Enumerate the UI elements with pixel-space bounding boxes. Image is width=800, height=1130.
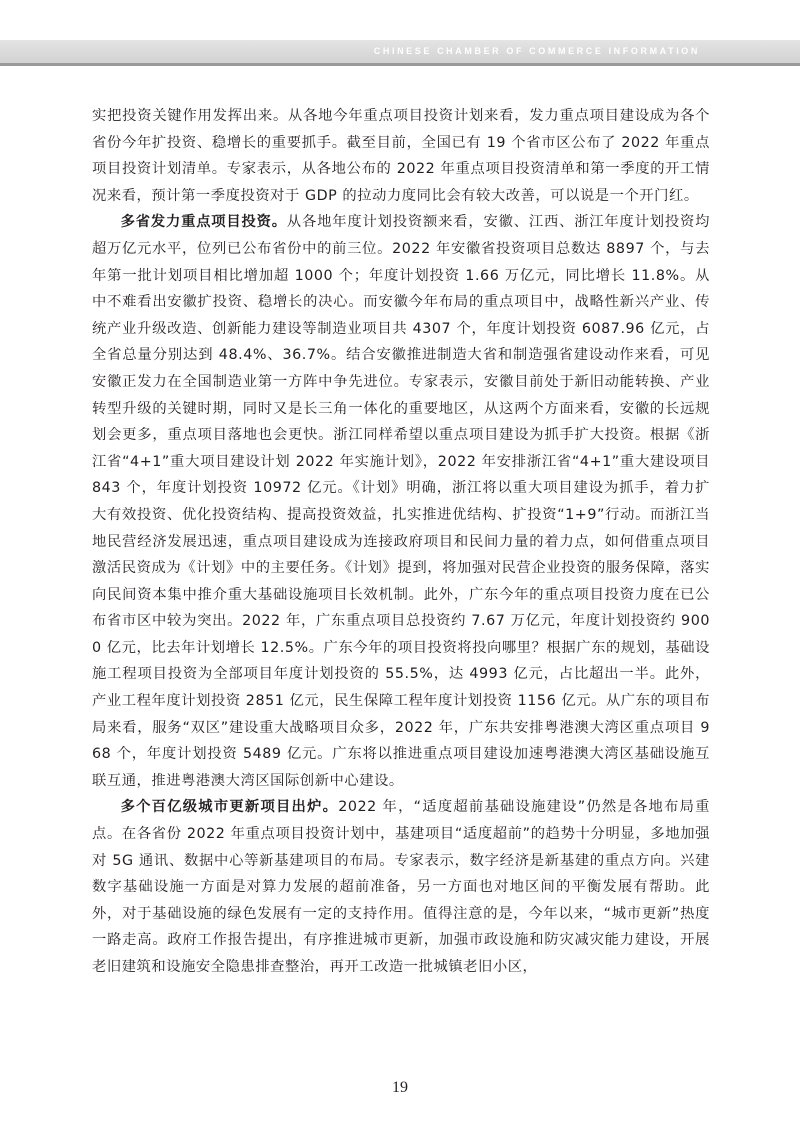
running-header: CHINESE CHAMBER OF COMMERCE INFORMATION (373, 46, 700, 56)
paragraph-key-projects (92, 209, 710, 794)
paragraph-lead-heading: 多省发力重点项目投资。 (120, 214, 287, 231)
header-divider (0, 63, 800, 66)
paragraph-text: 从各地年度计划投资额来看，安徽、江西、浙江年度计划投资均超万亿元水平，位列已公布省份中的前三位。2022 年安徽省投资项目总数达 8897 个，与去年第一批计划项目相比增加超 1000 个；年度计划投资 1.66 万亿元，同比增长 11.8%。从中不难看出安徽扩投资、稳增长的决心。而安徽今年布局的重点项目中，战略性新兴产业、传统产业升级改造、创新能力建设等制造业项目共 4307 个，年度计划投资 6087.96 亿元，占全省总量分别达到 48.4%、36.7%。结合安徽推进制造大省和制造强省建设动作来看，可见安徽正发力在全国制造业第一方阵中争先进位。专家表示，安徽目前处于新旧动能转换、产业转型升级的关键时期，同时又是长三角一体化的重要地区，从这两个方面来看，安徽的长远规划会更多，重点项目落地也会更快。浙江同样希望以重点项目建设为抓手扩大投资。根据《浙江省“4+1”重大项目建设计划 2022 年实施计划》，2022 年安排浙江省“4+1”重大建设项目 843 个，年度计划投资 10972 亿元。《计划》明确，浙江将以重大项目建设为抓手，着力扩大有效投资、优化投资结构、提高投资效益，扎实推进优结构、扩投资“1+9”行动。而浙江当地民营经济发展迅速，重点项目建设成为连接政府项目和民间力量的着力点，如何借重点项目激活民资成为《计划》中的主要任务。《计划》提到，将加强对民营企业投资的服务保障，落实向民间资本集中推介重大基础设施项目长效机制。此外，广东今年的重点项目投资力度在已公布省市区中较为突出。2022 年，广东重点项目总投资约 7.67 万亿元，年度计划投资约 9000 亿元，比去年计划增长 12.5%。广东今年的项目投资将投向哪里？根据广东的规划，基础设施工程项目投资为全部项目年度计划投资的 55.5%，达 4993 亿元，占比超出一半。此外，产业工程年度计划投资 2851 亿元，民生保障工程年度计划投资 1156 亿元。从广东的项目布局来看，服务“双区”建设重大战略项目众多，2022 年，广东共安排粤港澳大湾区重点项目 968 个，年度计划投资 5489 亿元。广东将以推进重点项目建设加速粤港澳大湾区基础设施互联互通，推进粤港澳大湾区国际创新中心建设。 (92, 214, 711, 789)
paragraph-urban-renewal (92, 794, 710, 980)
paragraph-text: 实把投资关键作用发挥出来。从各地今年重点项目投资计划来看，发力重点项目建设成为各个省份今年扩投资、稳增长的重要抓手。截至目前，全国已有 19 个省市区公布了 2022 年重点项目投资计划清单。专家表示，从各地公布的 2022 年重点项目投资清单和第一季度的开工情况来看，预计第一季度投资对于 GDP 的拉动力度同比会有较大改善，可以说是一个开门红。 (92, 108, 710, 204)
page-number: 19 (392, 1079, 408, 1096)
article-body (92, 103, 710, 981)
paragraph-continuation (92, 103, 710, 209)
paragraph-lead-heading: 多个百亿级城市更新项目出炉。 (120, 799, 339, 816)
paragraph-text: 2022 年，“适度超前基础设施建设”仍然是各地布局重点。在各省份 2022 年重点项目投资计划中，基建项目“适度超前”的趋势十分明显，多地加强对 5G 通讯、数据中心等新基建项目的布局。专家表示，数字经济是新基建的重点方向。兴建数字基础设施一方面是对算力发展的超前准备，另一方面也对地区间的平衡发展有帮助。此外，对于基础设施的绿色发展有一定的支持作用。值得注意的是，今年以来，“城市更新”热度一路走高。政府工作报告提出，有序推进城市更新，加强市政设施和防灾减灾能力建设，开展老旧建筑和设施安全隐患排查整治，再开工改造一批城镇老旧小区， (92, 799, 711, 975)
